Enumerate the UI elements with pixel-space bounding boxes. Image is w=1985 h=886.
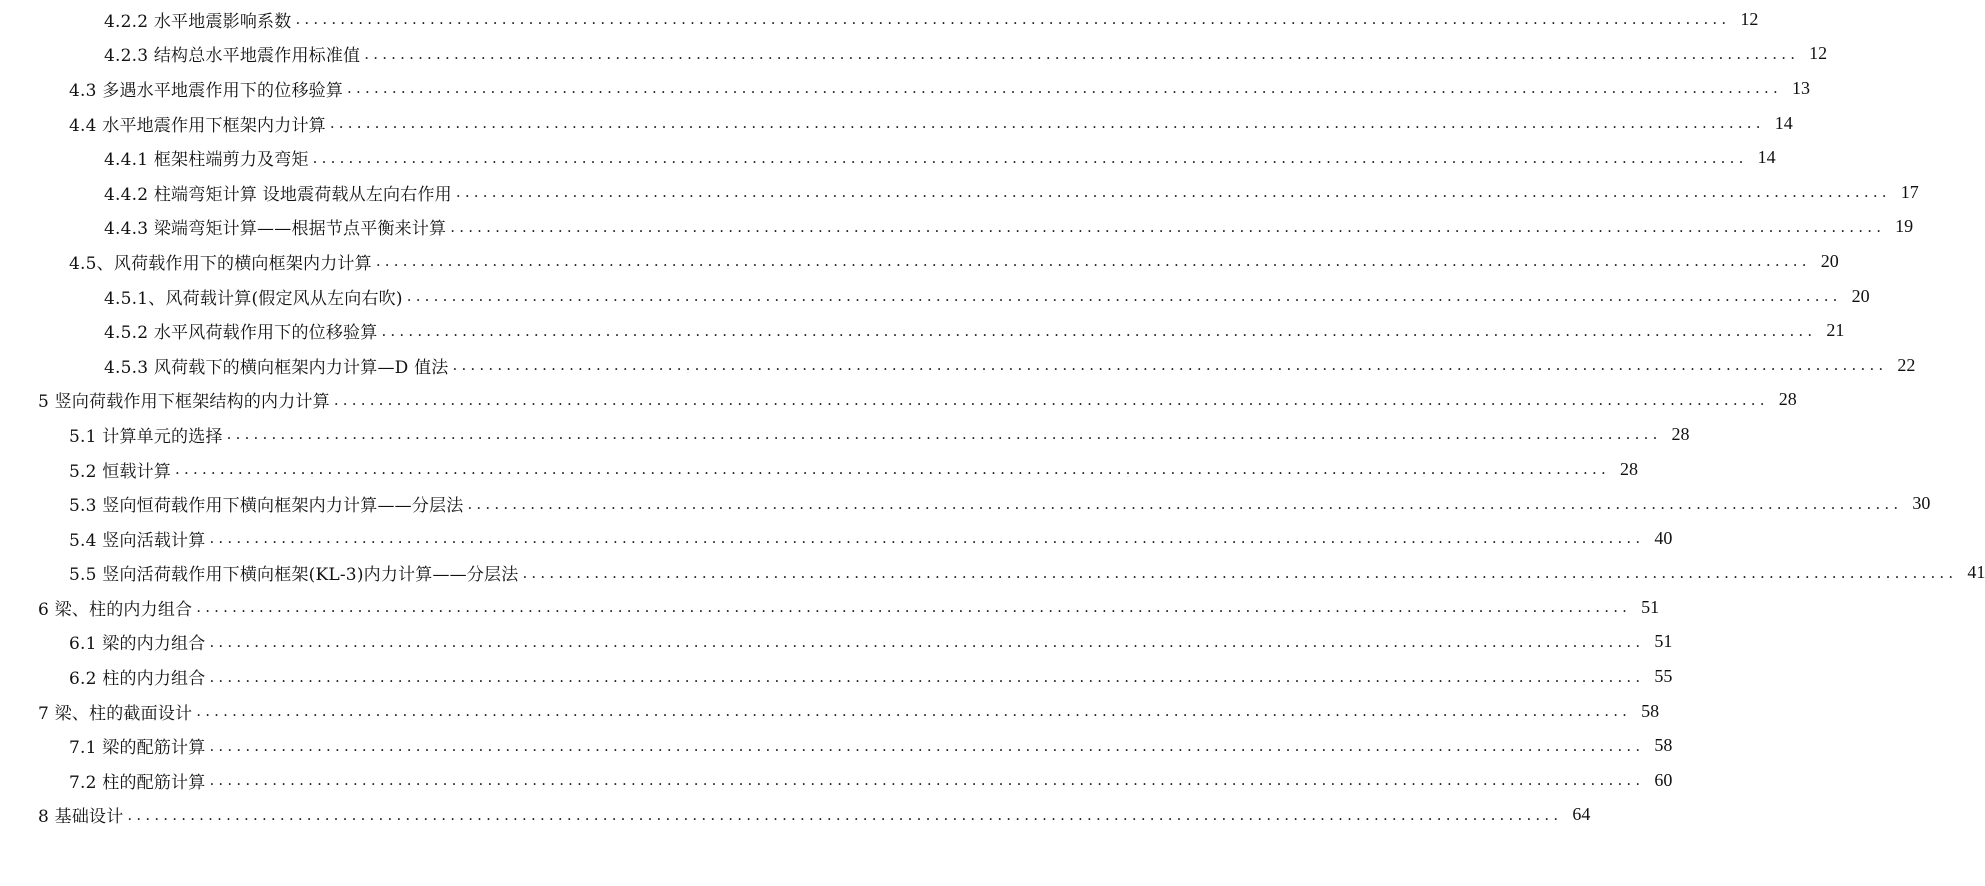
toc-entry[interactable] [0, 175, 1919, 210]
toc-entry-title: 8 基础设计 [38, 807, 124, 828]
dot-leader: ................................................................................................................................................................ [450, 217, 1886, 236]
dot-leader: ................................................................................................................................................................ [226, 425, 1662, 444]
dot-leader: ................................................................................................................................................................ [196, 598, 1632, 617]
toc-entry[interactable] [0, 37, 1828, 72]
toc-entry-page-number: 14 [1774, 112, 1793, 133]
toc-entry-page-number: 14 [1757, 147, 1776, 168]
toc-entry[interactable] [0, 2, 1759, 37]
dot-leader: ................................................................................................................................................................ [375, 252, 1811, 271]
toc-entry-page-number: 20 [1820, 250, 1839, 271]
toc-entry-page-number: 12 [1809, 43, 1828, 64]
toc-entry[interactable] [0, 383, 1797, 418]
toc-entry[interactable] [0, 140, 1776, 175]
toc-entry[interactable] [0, 244, 1839, 279]
toc-entry[interactable] [0, 486, 1931, 521]
toc-entry-title: 4.3 多遇水平地震作用下的位移验算 [69, 80, 344, 101]
toc-entry[interactable] [0, 71, 1810, 106]
dot-leader: ................................................................................................................................................................ [209, 736, 1645, 755]
toc-entry[interactable] [0, 521, 1673, 556]
toc-entry-title: 4.4.1 框架柱端剪力及弯矩 [104, 150, 309, 171]
toc-entry[interactable] [0, 625, 1673, 660]
dot-leader: ................................................................................................................................................................ [196, 702, 1632, 721]
toc-entry-title: 5.3 竖向恒荷载作用下横向框架内力计算——分层法 [69, 496, 464, 517]
dot-leader: ................................................................................................................................................................ [364, 44, 1800, 63]
toc-entry-title: 4.2.2 水平地震影响系数 [104, 11, 292, 32]
dot-leader: ................................................................................................................................................................ [347, 79, 1782, 98]
toc-entry-page-number: 28 [1619, 458, 1638, 479]
toc-entry-page-number: 28 [1778, 389, 1797, 410]
dot-leader: ................................................................................................................................................................ [209, 667, 1645, 686]
toc-entry[interactable] [0, 417, 1690, 452]
toc-entry[interactable] [0, 763, 1673, 798]
toc-entry-page-number: 51 [1641, 596, 1660, 617]
toc-entry-page-number: 60 [1654, 769, 1673, 790]
dot-leader: ................................................................................................................................................................ [467, 494, 1903, 513]
toc-entry-title: 5.2 恒载计算 [69, 461, 172, 482]
table-of-contents [0, 2, 1985, 832]
dot-leader: ................................................................................................................................................................ [452, 356, 1888, 375]
toc-entry[interactable] [0, 694, 1660, 729]
dot-leader: ................................................................................................................................................................ [175, 460, 1610, 479]
dot-leader: ................................................................................................................................................................ [209, 529, 1645, 548]
toc-entry-page-number: 13 [1791, 77, 1810, 98]
toc-entry-title: 4.4 水平地震作用下框架内力计算 [69, 115, 326, 136]
toc-entry[interactable] [0, 590, 1660, 625]
dot-leader: ................................................................................................................................................................ [209, 632, 1645, 651]
dot-leader: ................................................................................................................................................................ [333, 390, 1769, 409]
toc-entry-title: 4.5.3 风荷载下的横向框架内力计算—D 值法 [104, 357, 449, 378]
toc-entry-page-number: 12 [1740, 8, 1759, 29]
toc-entry[interactable] [0, 279, 1870, 314]
toc-entry-page-number: 30 [1912, 493, 1931, 514]
dot-leader: ................................................................................................................................................................ [209, 771, 1645, 790]
toc-entry-title: 5.4 竖向活载计算 [69, 530, 206, 551]
dot-leader: ................................................................................................................................................................ [295, 10, 1731, 29]
toc-entry[interactable] [0, 798, 1591, 833]
toc-entry-page-number: 21 [1826, 320, 1845, 341]
dot-leader: ................................................................................................................................................................ [312, 148, 1748, 167]
dot-leader: ................................................................................................................................................................ [522, 563, 1958, 582]
toc-entry-title: 7.2 柱的配筋计算 [69, 772, 206, 793]
dot-leader: ................................................................................................................................................................ [127, 805, 1563, 824]
toc-entry[interactable] [0, 728, 1673, 763]
toc-entry-page-number: 64 [1572, 804, 1591, 825]
toc-entry-title: 6 梁、柱的内力组合 [38, 599, 193, 620]
toc-entry-page-number: 58 [1641, 700, 1660, 721]
toc-entry-title: 5.5 竖向活荷载作用下横向框架(KL-3)内力计算——分层法 [69, 565, 519, 586]
toc-entry-page-number: 41 [1967, 562, 1985, 583]
toc-entry-page-number: 58 [1654, 735, 1673, 756]
toc-entry[interactable] [0, 210, 1914, 245]
toc-entry-title: 6.2 柱的内力组合 [69, 669, 206, 690]
toc-entry-page-number: 20 [1851, 285, 1870, 306]
toc-entry-title: 4.5.1、风荷载计算(假定风从左向右吹) [104, 288, 403, 309]
dot-leader: ................................................................................................................................................................ [406, 287, 1842, 306]
toc-entry[interactable] [0, 452, 1638, 487]
toc-entry-title: 7 梁、柱的截面设计 [38, 703, 193, 724]
toc-entry-page-number: 51 [1654, 631, 1673, 652]
dot-leader: ................................................................................................................................................................ [329, 114, 1765, 133]
toc-entry[interactable] [0, 313, 1845, 348]
toc-entry-page-number: 28 [1671, 423, 1690, 444]
toc-entry-title: 4.5、风荷载作用下的横向框架内力计算 [69, 253, 372, 274]
dot-leader: ................................................................................................................................................................ [381, 321, 1817, 340]
toc-entry[interactable] [0, 659, 1673, 694]
toc-entry-page-number: 17 [1900, 181, 1919, 202]
toc-entry-title: 5 竖向荷载作用下框架结构的内力计算 [38, 392, 330, 413]
toc-entry[interactable] [0, 348, 1916, 383]
toc-entry[interactable] [0, 106, 1793, 141]
toc-entry-title: 6.1 梁的内力组合 [69, 634, 206, 655]
toc-entry-page-number: 40 [1654, 527, 1673, 548]
toc-entry-title: 5.1 计算单元的选择 [69, 426, 223, 447]
toc-entry-title: 4.4.2 柱端弯矩计算 设地震荷载从左向右作用 [104, 184, 452, 205]
dot-leader: ................................................................................................................................................................ [455, 183, 1891, 202]
toc-entry-title: 4.4.3 梁端弯矩计算——根据节点平衡来计算 [104, 219, 447, 240]
toc-entry-page-number: 19 [1895, 216, 1914, 237]
toc-entry[interactable] [0, 556, 1985, 591]
toc-entry-title: 4.2.3 结构总水平地震作用标准值 [104, 46, 361, 67]
toc-entry-page-number: 22 [1897, 354, 1916, 375]
toc-entry-title: 7.1 梁的配筋计算 [69, 738, 206, 759]
toc-entry-title: 4.5.2 水平风荷载作用下的位移验算 [104, 323, 378, 344]
toc-entry-page-number: 55 [1654, 666, 1673, 687]
